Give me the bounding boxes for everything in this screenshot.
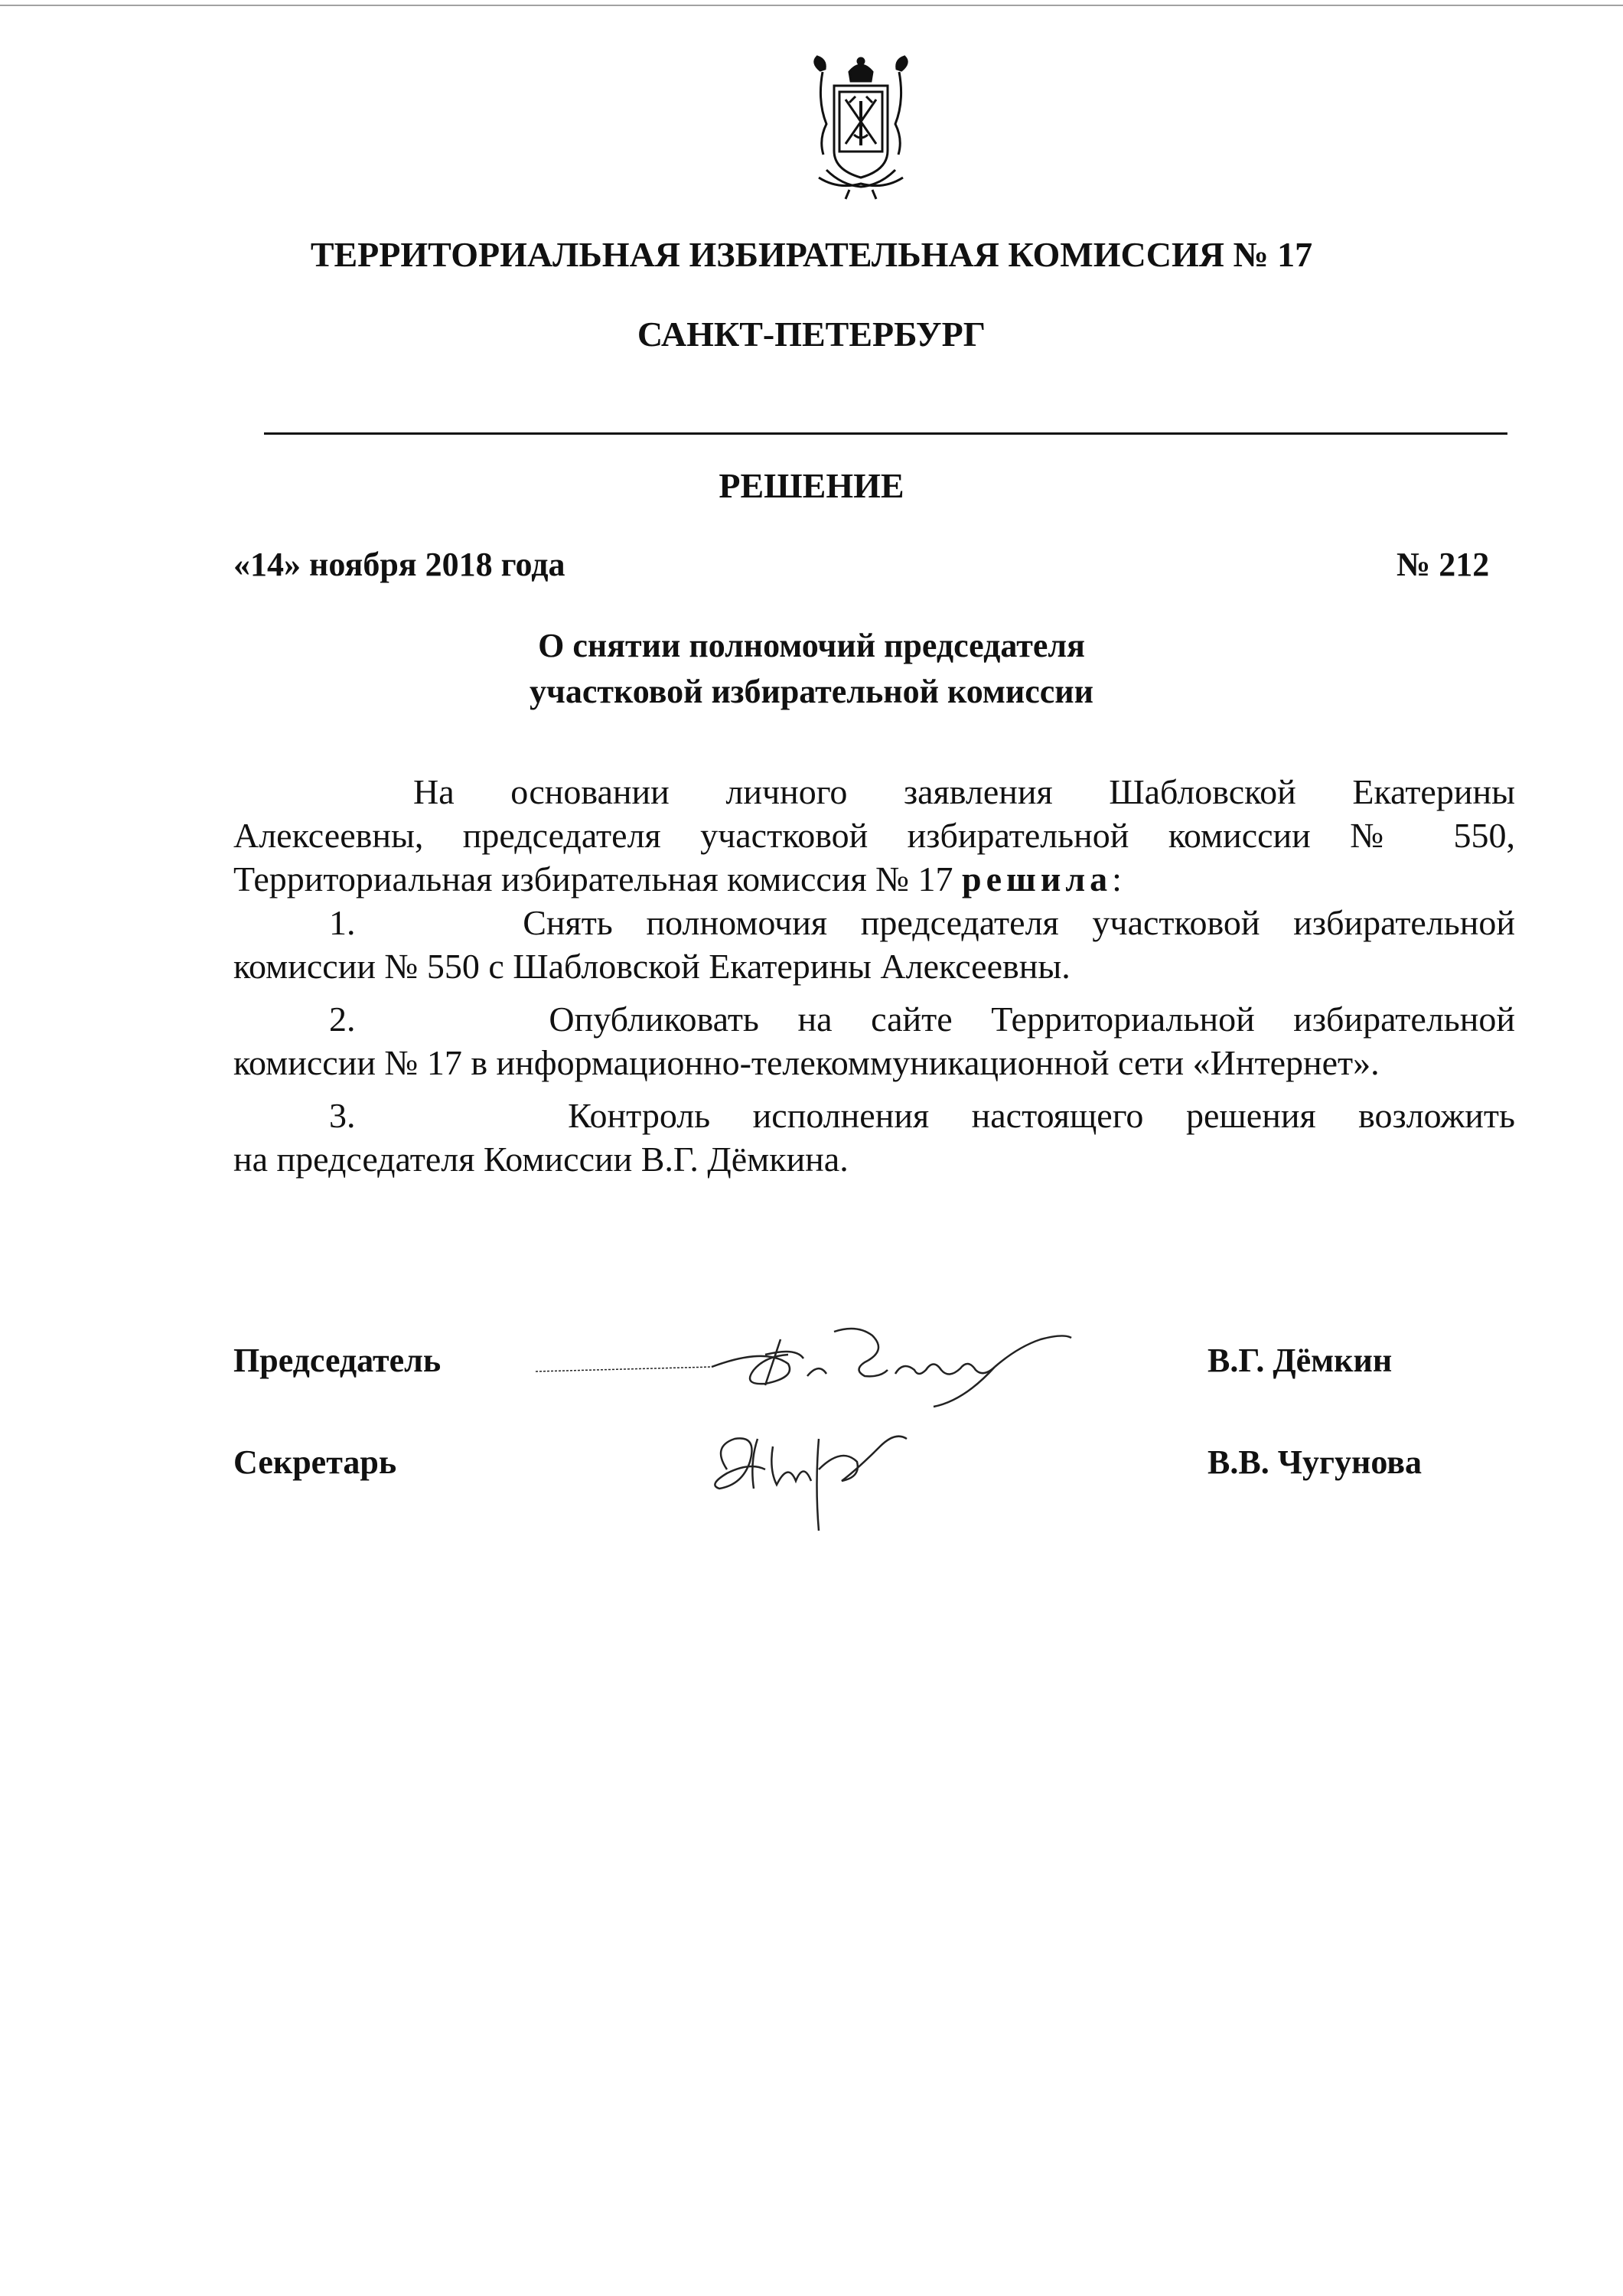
chairman-name: В.Г. Дёмкин bbox=[1207, 1342, 1393, 1379]
item-3-line-1: 3. Контроль исполнения настоящего решения возложить bbox=[329, 1096, 1516, 1135]
secretary-label: Секретарь bbox=[233, 1443, 397, 1481]
item-number: 2. bbox=[329, 1000, 356, 1039]
item-3-line-2: на председателя Комиссии В.Г. Дёмкина. bbox=[233, 1140, 849, 1179]
document-number: № 212 bbox=[1396, 546, 1490, 583]
item-number: 1. bbox=[329, 903, 356, 942]
secretary-name: В.В. Чугунова bbox=[1207, 1443, 1422, 1481]
header-divider bbox=[264, 432, 1507, 435]
decision-body bbox=[233, 770, 1515, 1181]
chairman-label: Председатель bbox=[233, 1342, 442, 1379]
document-title-line1: О снятии полномочий председателя bbox=[538, 627, 1085, 664]
item-1-line-1: 1. Снять полномочия председателя участковой избирательной bbox=[329, 903, 1516, 942]
secretary-signature bbox=[704, 1416, 934, 1538]
decided-word: решила bbox=[961, 859, 1113, 899]
item-1-line-2: комиссии № 550 с Шабловской Екатерины Алексеевны. bbox=[233, 947, 1071, 986]
item-number: 3. bbox=[329, 1096, 356, 1135]
intro-line-2: Алексеевны, председателя участковой избирательной комиссии № 550, bbox=[233, 816, 1515, 855]
scan-edge-line bbox=[0, 5, 1623, 6]
spb-coat-of-arms-icon bbox=[803, 55, 918, 201]
document-date: «14» ноября 2018 года bbox=[233, 546, 565, 583]
document-type: РЕШЕНИЕ bbox=[719, 466, 904, 505]
organization-name: ТЕРРИТОРИАЛЬНАЯ ИЗБИРАТЕЛЬНАЯ КОМИССИЯ № 17 bbox=[310, 235, 1313, 274]
item-2-line-1: 2. Опубликовать на сайте Территориальной избирательной bbox=[329, 1000, 1515, 1039]
intro-line-3: Территориальная избирательная комиссия № 17 решила: bbox=[233, 859, 1122, 899]
item-2-line-2: комиссии № 17 в информационно-телекоммуникационной сети «Интернет». bbox=[233, 1043, 1380, 1082]
document-title-line2: участковой избирательной комиссии bbox=[530, 673, 1093, 710]
city-name: САНКТ-ПЕТЕРБУРГ bbox=[637, 315, 986, 354]
chairman-signature bbox=[536, 1316, 1087, 1408]
intro-line-1: На основании личного заявления Шабловской Екатерины bbox=[413, 772, 1515, 811]
